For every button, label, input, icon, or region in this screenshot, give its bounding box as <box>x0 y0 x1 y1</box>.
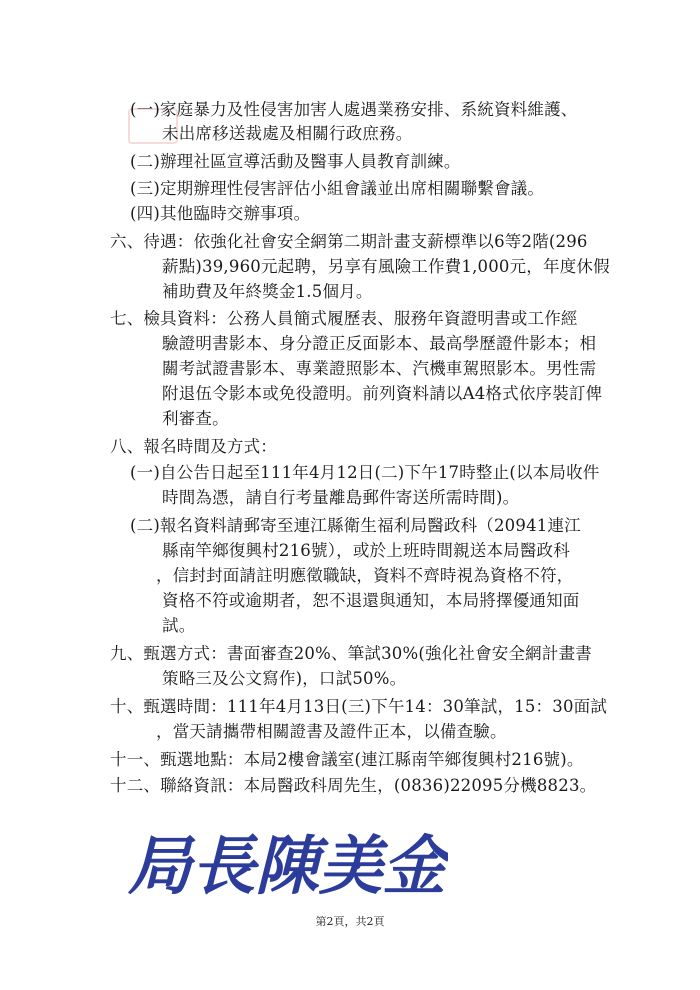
text-line: 時間為憑，請自行考量離島郵件寄送所需時間)。 <box>162 488 520 507</box>
text-line: (一)家庭暴力及性侵害加害人處遇業務安排、系統資料維護、 <box>130 100 578 119</box>
page-footer: 第2頁，共2頁 <box>315 915 385 928</box>
text-line: 試。 <box>162 616 196 635</box>
section-eleven-heading: 十一、甄選地點：本局2樓會議室(連江縣南竿鄉復興村216號)。 <box>110 750 584 769</box>
section-nine-heading: 九、甄選方式：書面審查20%、筆試30%(強化社會安全網計畫書 <box>110 644 592 663</box>
section-eight-heading: 八、報名時間及方式： <box>110 437 277 456</box>
text-line: ，當天請攜帶相關證書及證件正本，以備查驗。 <box>156 722 507 741</box>
text-line: ，信封封面請註明應徵職缺，資料不齊時視為資格不符， <box>156 566 574 585</box>
text-line: 策略三及公文寫作)，口試50%。 <box>162 669 407 688</box>
section-six-heading: 六、待遇：依強化社會安全網第二期計畫支薪標準以6等2階(296 <box>110 232 588 251</box>
director-signature-stamp <box>128 822 448 908</box>
section-twelve-heading: 十二、聯絡資訊：本局醫政科周先生，(0836)22095分機8823。 <box>110 776 597 795</box>
text-line: 補助費及年終獎金1.5個月。 <box>162 282 373 301</box>
text-line: 利審查。 <box>162 409 229 428</box>
text-line: (二)報名資料請郵寄至連江縣衛生福利局醫政科（20941連江 <box>130 516 581 535</box>
section-seven-heading: 七、檢具資料：公務人員簡式履歷表、服務年資證明書或工作經 <box>110 309 578 328</box>
text-line: 驗證明書影本、身分證正反面影本、最高學歷證件影本；相 <box>162 334 597 353</box>
text-line: (四)其他臨時交辦事項。 <box>130 204 311 223</box>
text-line: 關考試證書影本、專業證照影本、汽機車駕照影本。男性需 <box>162 359 597 378</box>
text-line: 未出席移送裁處及相關行政庶務。 <box>162 124 413 143</box>
signature-graphic <box>128 822 448 908</box>
signature-text: 局長陳美金 <box>128 829 448 904</box>
text-line: (一)自公告日起至111年4月12日(二)下午17時整止(以本局收件 <box>130 463 600 482</box>
text-line: (三)定期辦理性侵害評估小組會議並出席相關聯繫會議。 <box>130 179 545 198</box>
text-line: (二)辦理社區宣導活動及醫事人員教育訓練。 <box>130 152 461 171</box>
section-ten-heading: 十、甄選時間：111年4月13日(三)下午14：30筆試，15：30面試 <box>110 697 608 716</box>
text-line: 資格不符或逾期者，恕不退還與通知，本局將擇優通知面 <box>162 591 580 610</box>
text-line: 薪點)39,960元起聘，另享有風險工作費1,000元，年度休假 <box>162 257 610 276</box>
text-line: 附退伍令影本或免役證明。前列資料請以A4格式依序裝訂俾 <box>162 384 603 403</box>
text-line: 縣南竿鄉復興村216號），或於上班時間親送本局醫政科 <box>162 541 570 560</box>
